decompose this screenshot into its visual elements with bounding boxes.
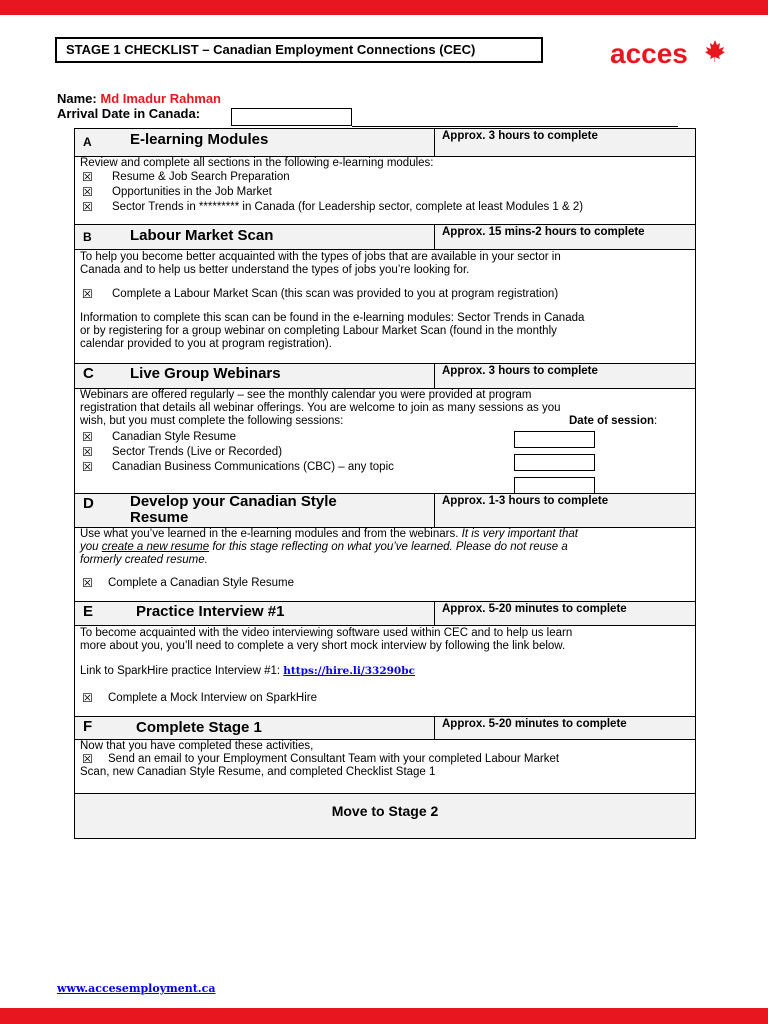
bottom-red-bar — [0, 1008, 768, 1024]
name-line — [57, 91, 221, 106]
list-item: Complete a Mock Interview on SparkHire — [108, 692, 317, 704]
section-letter: A — [83, 135, 92, 149]
section-e-intro: To become acquainted with the video interviewing software used within CEC and to help us learn more about you, you’ll need to complete a very short mock interview by following the link below. — [80, 627, 573, 652]
section-letter: B — [83, 230, 92, 244]
section-d-header — [74, 493, 696, 528]
list-item: Opportunities in the Job Market — [112, 186, 272, 198]
checkbox-checked[interactable]: ☒ — [82, 576, 93, 590]
section-f-intro: Now that you have completed these activities, — [80, 740, 314, 752]
acces-logo — [610, 38, 688, 70]
section-f-header — [74, 716, 696, 740]
section-b-info: Information to complete this scan can be found in the e-learning modules: Sector Trends in Canada or by registering for a group webinar on completing Labour Market Scan (found in the monthly calendar provided to you at program registration). — [80, 312, 585, 350]
section-title: Complete Stage 1 — [136, 719, 262, 736]
checkbox-checked[interactable]: ☒ — [82, 430, 93, 444]
section-title: Live Group Webinars — [130, 365, 281, 382]
date-of-session-field[interactable] — [514, 454, 595, 471]
checkbox-checked[interactable]: ☒ — [82, 691, 93, 705]
arrival-underline — [352, 126, 678, 127]
list-item: Sector Trends in ********* in Canada (for Leadership sector, complete at least Modules 1 & 2) — [112, 201, 584, 213]
checkbox-checked[interactable]: ☒ — [82, 170, 93, 184]
checkbox-checked[interactable]: ☒ — [82, 445, 93, 459]
maple-leaf-icon — [705, 40, 725, 62]
move-to-stage-2: Move to Stage 2 — [331, 803, 439, 819]
checkbox-checked[interactable]: ☒ — [82, 460, 93, 474]
section-approx: Approx. 3 hours to complete — [442, 130, 598, 142]
section-title: Practice Interview #1 — [136, 603, 285, 620]
section-d-text: Use what you’ve learned in the e-learning modules and from the webinars. It is very important that you create a new resume for this stage reflecting on what you’ve learned. Please do not reuse a formerly created resume. — [80, 528, 578, 566]
section-title: Labour Market Scan — [130, 227, 274, 244]
move-to-stage-2-row — [74, 793, 696, 839]
section-approx: Approx. 1-3 hours to complete — [442, 495, 609, 507]
checkbox-checked[interactable]: ☒ — [82, 752, 93, 766]
name-label: Name: — [57, 91, 97, 106]
section-letter: F — [83, 718, 93, 735]
checkbox-checked[interactable]: ☒ — [82, 185, 93, 199]
section-c-intro: Webinars are offered regularly – see the monthly calendar you were provided at program registration that details all webinar offerings. You are welcome to join as many sessions as you wish, but you must complete the following sessions: — [80, 389, 561, 427]
checklist-title: STAGE 1 CHECKLIST – Canadian Employment Connections (CEC) — [55, 37, 543, 63]
list-item: Send an email to your Employment Consultant Team with your completed Labour Market Scan, new Canadian Style Resume, and completed Checklist Stage 1 — [80, 753, 560, 778]
section-approx: Approx. 3 hours to complete — [442, 365, 598, 377]
arrival-date-field[interactable] — [231, 108, 352, 126]
section-a-header — [74, 128, 696, 157]
date-of-session-field[interactable] — [514, 477, 595, 494]
arrival-label: Arrival Date in Canada: — [57, 106, 201, 121]
section-b-intro: To help you become better acquainted with the types of jobs that are available in your sector in Canada and to help us better understand the types of jobs you’re looking for. — [80, 251, 561, 276]
section-approx: Approx. 5-20 minutes to complete — [442, 603, 627, 615]
section-a-intro: Review and complete all sections in the following e-learning modules: — [80, 157, 434, 169]
section-letter: E — [83, 603, 94, 620]
list-item: Complete a Canadian Style Resume — [108, 577, 295, 589]
sparkhire-link[interactable]: https://hire.li/33290bc — [283, 665, 415, 677]
list-item: Resume & Job Search Preparation — [112, 171, 290, 183]
list-item: Complete a Labour Market Scan (this scan was provided to you at program registration) — [112, 288, 559, 300]
checkbox-checked[interactable]: ☒ — [82, 200, 93, 214]
date-of-session-field[interactable] — [514, 431, 595, 448]
list-item: Canadian Style Resume — [112, 431, 237, 443]
section-letter: D — [83, 495, 94, 512]
list-item: Canadian Business Communications (CBC) – any topic — [112, 461, 394, 473]
logo-text: acces — [610, 38, 688, 69]
footer-website-link[interactable]: www.accesemployment.ca — [57, 982, 216, 995]
section-title: E-learning Modules — [130, 131, 269, 148]
section-approx: Approx. 15 mins-2 hours to complete — [442, 226, 645, 238]
section-title: Develop your Canadian Style Resume — [130, 493, 337, 526]
name-value: Md Imadur Rahman — [100, 91, 221, 106]
section-c-header — [74, 363, 696, 389]
date-of-session-label: Date of session: — [569, 415, 658, 427]
checkbox-checked[interactable]: ☒ — [82, 287, 93, 301]
section-e-link-line: Link to SparkHire practice Interview #1: https://hire.li/33290bc — [80, 665, 415, 677]
section-b-header — [74, 224, 696, 250]
section-approx: Approx. 5-20 minutes to complete — [442, 718, 627, 730]
section-letter: C — [83, 365, 94, 382]
section-e-header — [74, 601, 696, 626]
list-item: Sector Trends (Live or Recorded) — [112, 446, 283, 458]
top-red-bar — [0, 0, 768, 15]
